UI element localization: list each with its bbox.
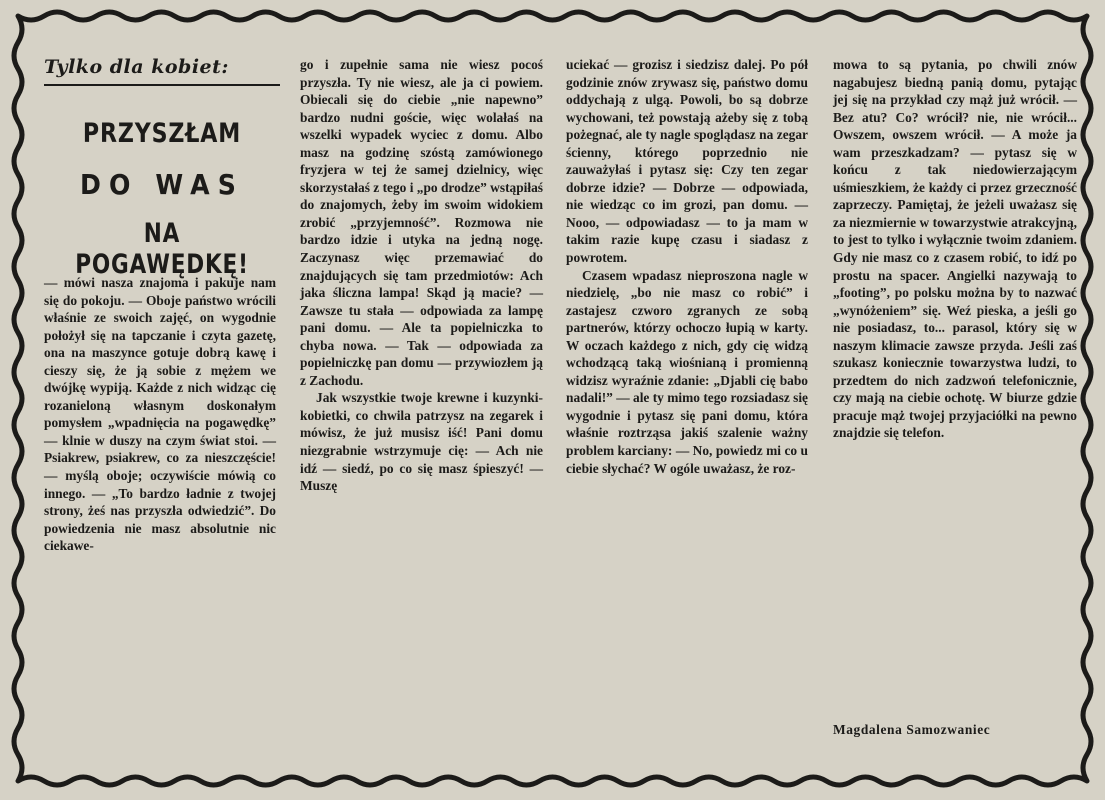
headline-line-1: PRZYSZŁAM: [82, 118, 242, 149]
headline-line-2: DO WAS: [79, 168, 245, 201]
article-column-3: [566, 56, 808, 477]
headline-line-3: NA POGAWĘDKĘ!: [75, 218, 249, 280]
rubric-underline: [44, 84, 280, 86]
column-2-paragraph-1: go i zupełnie sama nie wiesz pocoś przyszła. Ty nie wiesz, ale ja ci powiem. Obiecali się do ciebie „nie napewno” bardzo nudni goście, więc wolałaś na wszelki wypadek wyciec z domu. Albo masz na godzinę szóstą zamówionego fryzjera w tej że samej dzielnicy, więc skorzystałaś z tego i „po drodze” wstąpiłaś do znajomych, żeby im swoim widokiem zrobić „przyjemność”. Rozmowa nie bardzo idzie i utyka na jedną nogę. Zaczynasz więc przemawiać do znajdujących się tam przedmiotów: Ach jaka śliczna lampa! Skąd ją macie? — Zawsze tu stała — odpowiada za lampę pani domu. — Ale ta popielniczka to chyba nowa. — Tak — odpowiada za popielniczkę pan domu — przywiozłem ją z Zachodu.: [300, 57, 544, 388]
section-rubric: Tylko dla kobiet:: [44, 56, 229, 78]
author-signature: Magdalena Samozwaniec: [833, 722, 991, 737]
column-3-paragraph-1: uciekać — grozisz i siedzisz dalej. Po pół godzinie znów zrywasz się, państwo domu oddychają z ulgą. Powoli, bo są dobrze wychowani, też powstają ażeby się z tobą pożegnać, ale ty nagle spoglądasz na zegar ścienny, którego poprzednio nie zauważyłaś i pytasz się: Czy ten zegar dobrze idzie? — Dobrze — odpowiada, nie wiedząc co im grozi, pan domu. — Nooo, — odpowiadasz — to ja mam w takim razie kupę czasu i siadasz z powrotem.: [566, 57, 808, 266]
column-1-paragraph: — mówi nasza znajoma i pakuje nam się do pokoju. — Oboje państwo wrócili właśnie ze swoich zajęć, on wygodnie położył się na tapczanie i czyta gazetę, ona na maszynce gotuje dobrą kawę i cieszy się, że ją sobie z mężem we dwójkę wypiją. Każde z nich widząc cię rozanieloną własnym doskonałym pomysłem „wpadnięcia na pogawędkę” — klnie w duszy na czym świat stoi. — Psiakrew, psiakrew, co za nieszczęście! — myślą oboje; oczywiście mówią co innego. — „To bardzo ładnie z twojej strony, żeś nas przyszła odwiedzić”. Do powiedzenia nie masz absolutnie nic ciekawe-: [44, 275, 276, 554]
column-2-paragraph-2: Jak wszystkie twoje krewne i kuzynki-kobietki, co chwila patrzysz na zegarek i mówisz, że już musisz iść! Pani domu niezgrabnie wstrzymuje cię: — Ach nie idź — siedź, po co się masz śpieszyć! — Muszę: [300, 390, 543, 494]
column-4-paragraph-1: mowa to są pytania, po chwili znów nagabujesz biedną panią domu, pytając jej się na przykład czy mąż już wrócił. — Bez atu? Co? wrócił? nie, nie wrócił... Owszem, owszem wrócił. — A może ja wam przeszkadzam? — pytasz się w końcu z tak niedowierzającym uśmieszkiem, że każdy ci przez grzeczność zaprzeczy. Pamiętaj, że jeżeli uważasz się za niezmiernie w towarzystwie atrakcyjną, to jest to tylko i wyłącznie twoim zdaniem. Gdy nie masz co z czasem robić, to idź po prostu na spacer. Angielki nazywają to „footing”, po polsku można by to nazwać „wynóżeniem” się. Weź pieska, a jeśli go nie posiadasz, to... parasol, który się w naszym klimacie zawsze przyda. Jeśli zaś szukasz koniecznie towarzystwa ludzi, to przedtem do nich zadzwoń telefonicznie, czy mają na ciebie ochotę. W biurze gdzie pracuje mąż twojej przyjaciółki na pewno znajdzie się telefon.: [833, 57, 1077, 441]
column-3-paragraph-2: Czasem wpadasz nieproszona nagle w niedzielę, „bo nie masz co robić” i zastajesz czworo zgranych ze sobą partnerów, którzy ochoczo łupią w karty. W oczach każdego z nich, gdy cię widzą wchodzącą taką wiośnianą i promienną widzisz wyraźnie zdanie: „Djabli cię babo nadali!” — ale ty mimo tego rozsiadasz się wygodnie i pytasz się pani domu, która właśnie roztrząsa jakiś szalenie ważny problem karciany: — No, powiedz mi co u ciebie słychać? W ogóle uważasz, że roz-: [566, 267, 808, 476]
article-column-4: [833, 56, 1077, 442]
article-column-2: [300, 56, 543, 495]
article-column-1: [44, 274, 276, 555]
